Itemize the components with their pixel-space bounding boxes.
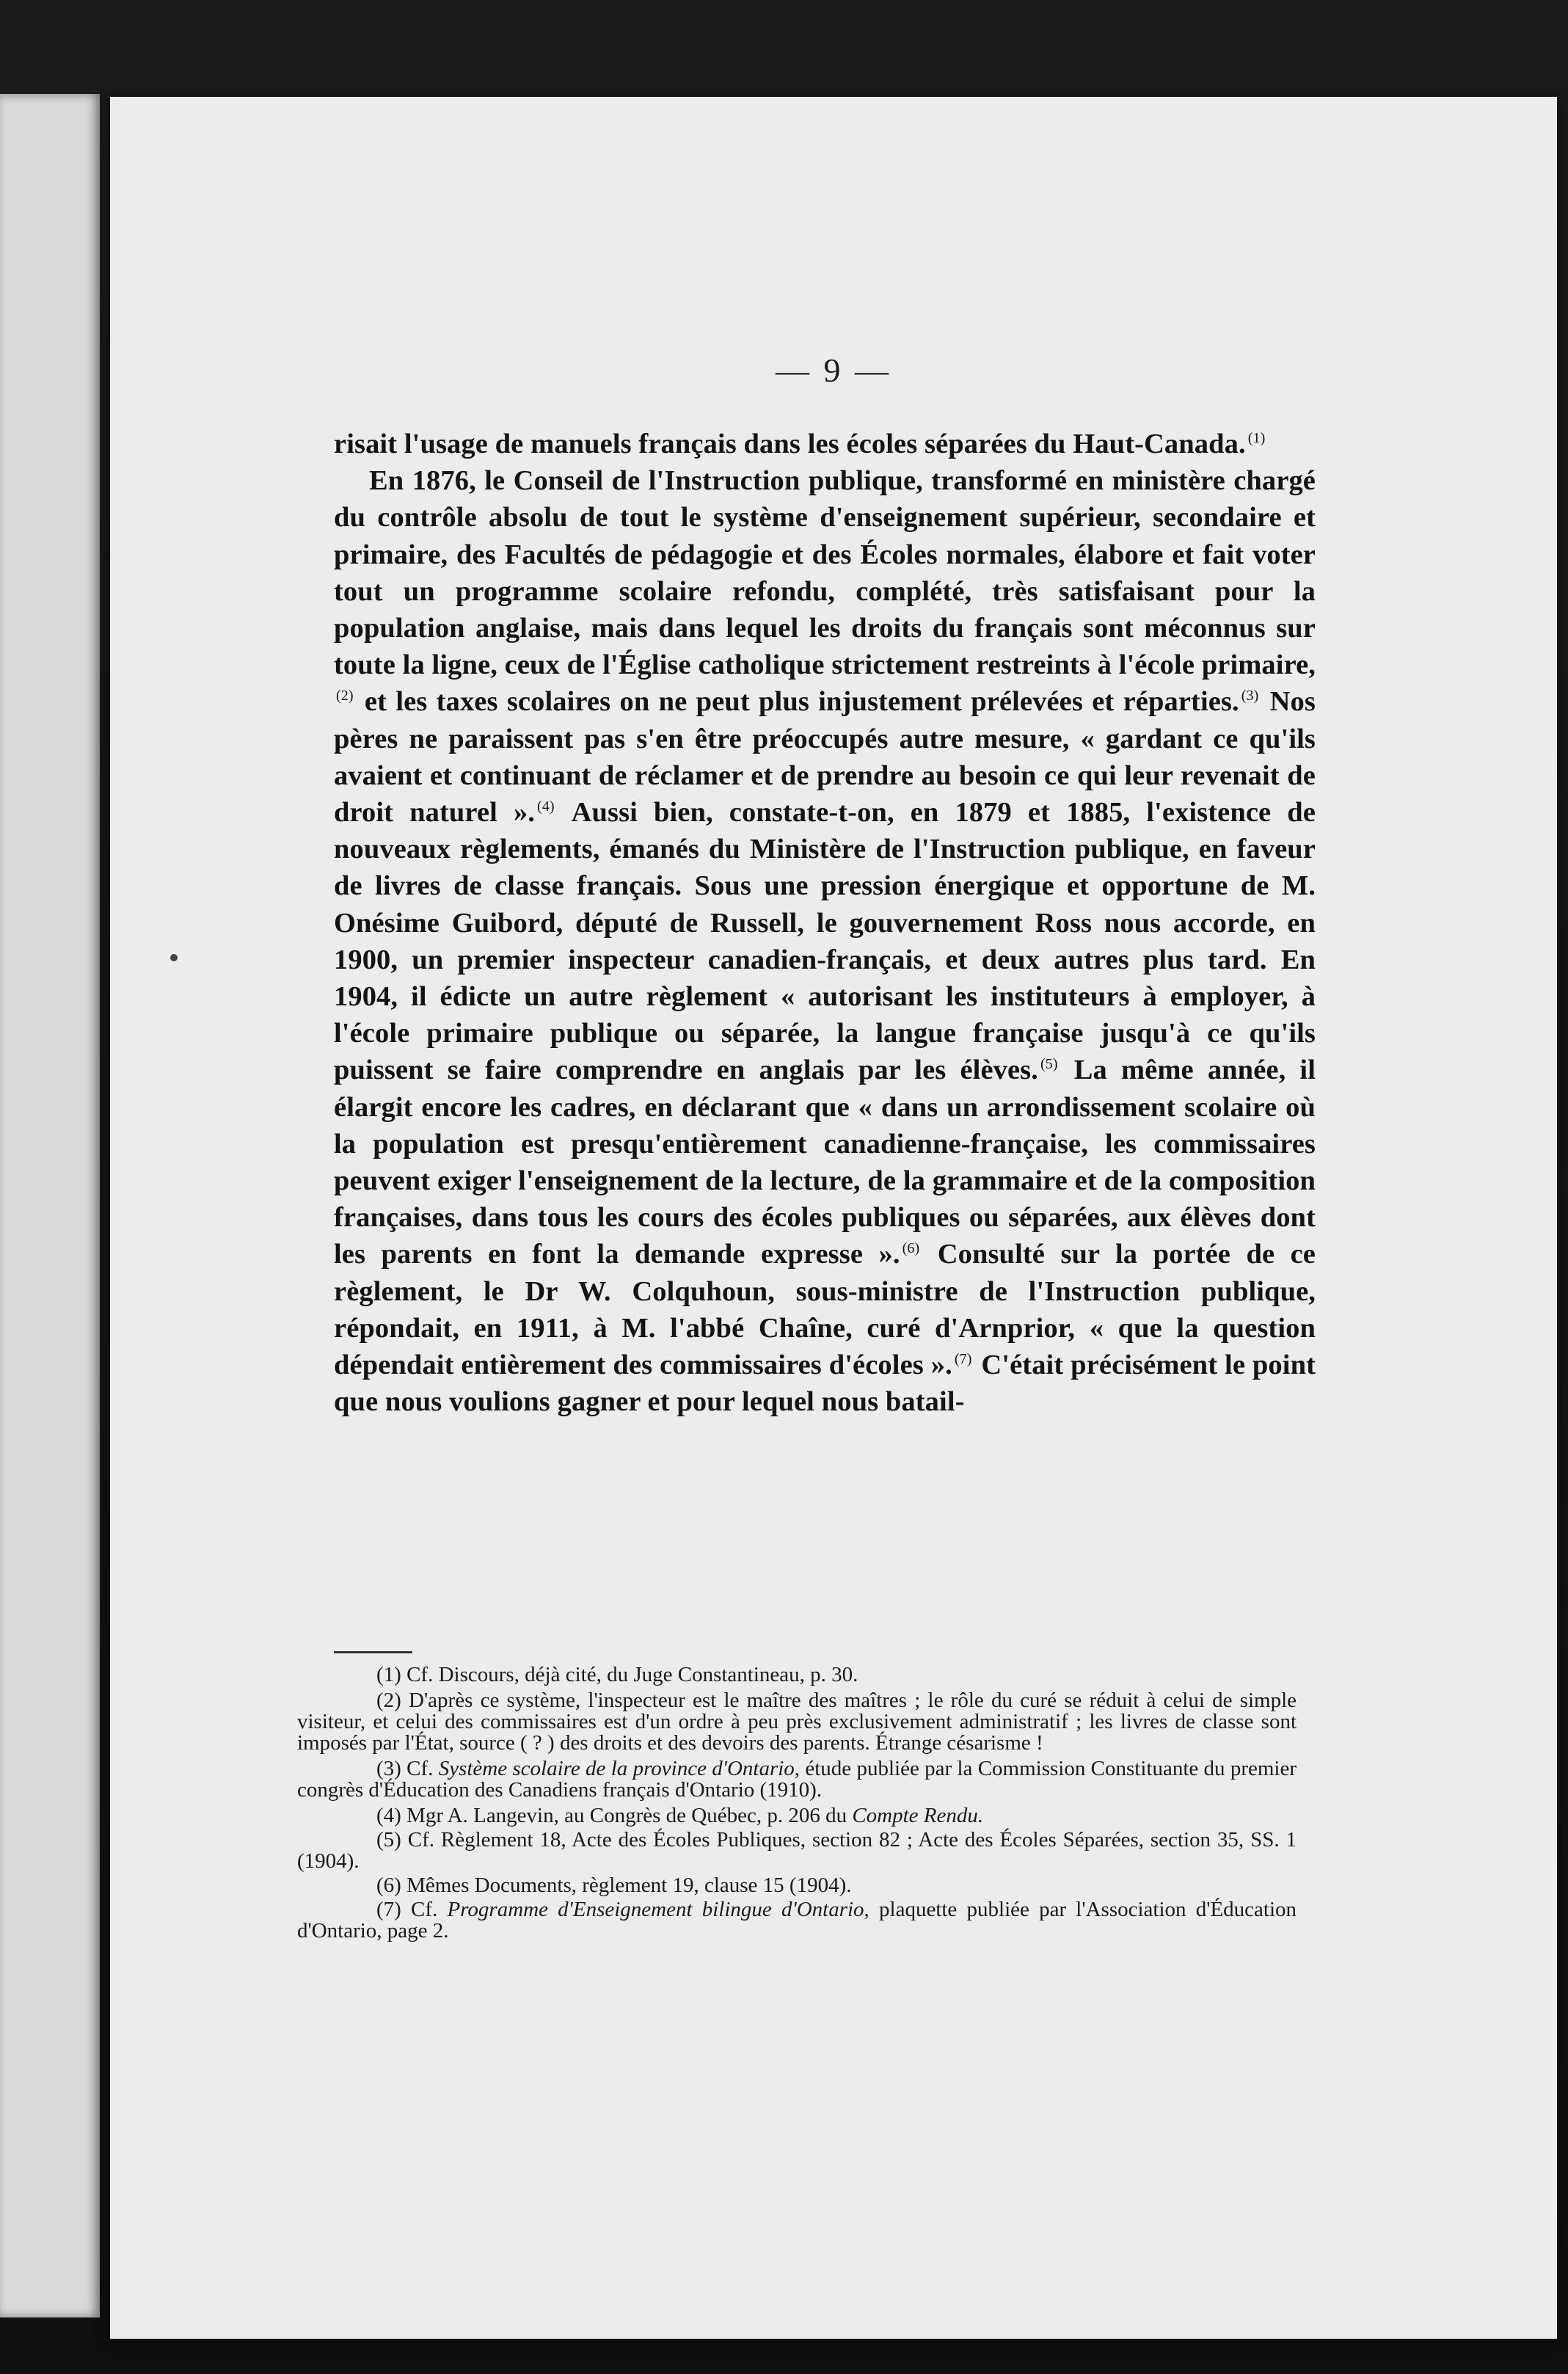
footnote-ref-3[interactable]: (3) <box>1241 688 1259 704</box>
footnote-7: (7) Cf. Programme d'Enseignement bilingue d'Ontario, plaquette publiée par l'Association d'Éducation d'Ontario, page 2. <box>297 1898 1297 1942</box>
main-text <box>334 426 1316 1420</box>
gutter-dot <box>170 954 178 961</box>
footnote-ref-4[interactable]: (4) <box>537 798 555 815</box>
footnote-7-title: Programme d'Enseignement bilingue d'Ontario, <box>447 1898 869 1921</box>
footnote-ref-7[interactable]: (7) <box>954 1351 972 1368</box>
footnotes <box>297 1664 1297 1946</box>
footnote-1: (1) Cf. Discours, déjà cité, du Juge Constantineau, p. 30. <box>376 1663 858 1686</box>
footnote-4: (4) Mgr A. Langevin, au Congrès de Québec, p. 206 du Compte Rendu. <box>376 1804 984 1827</box>
footnote-5: (5) Cf. Règlement 18, Acte des Écoles Publiques, section 82 ; Acte des Écoles Séparées, section 35, SS. 1 (1904). <box>297 1828 1297 1873</box>
previous-page-edge <box>0 94 100 2317</box>
footnote-2: (2) D'après ce système, l'inspecteur est le maître des maîtres ; le rôle du curé se réduit à celui de simple visiteur, et celui des commissaires est d'un ordre à peu près exclusivement administratif ; les livres de classe sont imposés par l'État, source ( ? ) des droits et des devoirs des parents. Étrange césarisme ! <box>297 1689 1297 1755</box>
footnote-3-title: Système scolaire de la province d'Ontario, <box>438 1757 801 1780</box>
paragraph-1: risait l'usage de manuels français dans les écoles séparées du Haut-Canada. $^{(1)}$ <box>334 429 1266 459</box>
page-number: — 9 — <box>776 352 891 389</box>
footnote-separator <box>334 1651 412 1653</box>
footnote-ref-1[interactable]: (1) <box>1247 430 1266 446</box>
footnote-4-title: Compte Rendu. <box>852 1804 984 1827</box>
paragraph-2: En 1876, le Conseil de l'Instruction publique, transformé en ministère chargé du contrôle absolu de tout le système d'enseignement supérieur, secondaire et primaire, des Facultés de pédagogie et des Écoles normales, élabore et fait voter tout un programme scolaire refondu, complété, très satisfaisant pour la population anglaise, mais dans lequel les droits du français sont méconnus sur toute la ligne, ceux de l'Église catholique strictement restreints à l'école primaire,$^{(2)}$ et les taxes scolaires on ne peut plus injustement prélevées et réparties. $^{(3)}$ Nos pères ne paraissent pas s'en être préoccupés autre mesure, « gardant ce qu'ils avaient et continuant de réclamer et de prendre au besoin ce qui leur revenait de droit naturel ». $^{(4)}$ Aussi bien, constate-t-on, en 1879 et 1885, l'existence de nouveaux règlements, émanés du Ministère de l'Instruction publique, en faveur de livres de classe français. Sous une pression énergique et opportune de M. Onésime Guibord, député de Russell, le gouvernement Ross nous accorde, en 1900, un premier inspecteur canadien-français, et deux autres plus tard. En 1904, il édicte un autre règlement « autorisant les instituteurs à employer, à l'école primaire publique ou séparée, la langue française jusqu'à ce qu'ils puissent se faire comprendre en anglais par les élèves. $^{(5)}$ La même année, il élargit encore les cadres, en déclarant que « dans un arrondissement scolaire où la population est presqu'entièrement canadienne-française, les commissaires peuvent exiger l'enseignement de la lecture, de la grammaire et de la composition françaises, dans tous les cours des écoles publiques ou séparées, aux élèves dont les parents en font la demande expresse ». $^{(6)}$ Consulté sur la portée de ce règlement, le Dr W. Colquhoun, sous-ministre de l'Instruction publique, répondait, en 1911, à M. l'abbé Chaîne, curé d'Arnprior, « que la question dépendait entièrement des commissaires d'écoles ». $^{(7)}$ C'était précisément le point que nous voulions gagner et pour lequel nous batail- <box>334 465 1316 1418</box>
footnote-3: (3) Cf. Système scolaire de la province d'Ontario, étude publiée par la Commission Constituante du premier congrès d'Éducation des Canadiens français d'Ontario (1910). <box>297 1757 1297 1802</box>
footnote-6: (6) Mêmes Documents, règlement 19, clause 15 (1904). <box>376 1874 852 1897</box>
footnote-ref-6[interactable]: (6) <box>902 1240 920 1257</box>
footnote-ref-5[interactable]: (5) <box>1040 1056 1058 1073</box>
footnote-ref-2[interactable]: (2) <box>336 688 354 704</box>
